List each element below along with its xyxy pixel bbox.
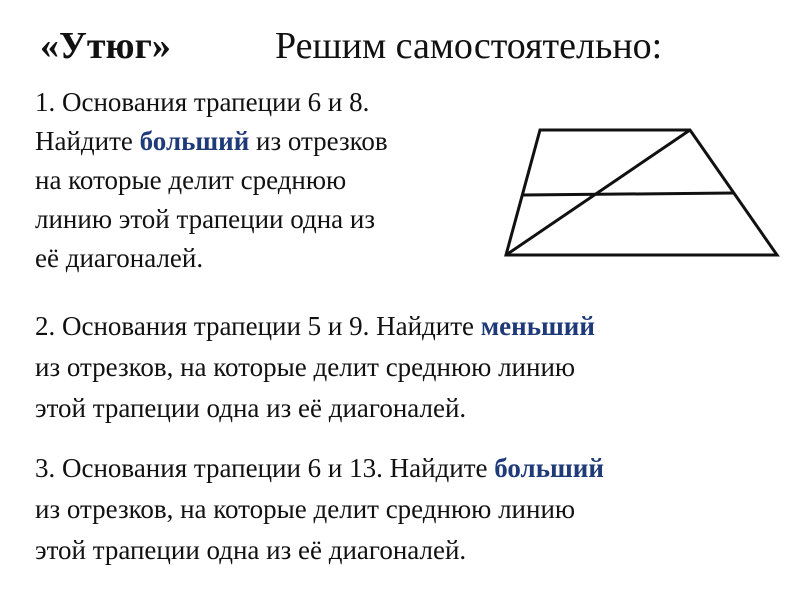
problem-line	[35, 448, 604, 489]
problem-3	[35, 448, 604, 571]
problem-text: 3. Основания трапеции 6 и 13. Найдите	[35, 453, 495, 483]
problem-1	[35, 83, 388, 278]
problem-line	[35, 83, 388, 122]
highlighted-word: меньший	[480, 311, 595, 341]
problem-line	[35, 388, 595, 429]
problem-line	[35, 239, 388, 278]
trapezoid-figure	[500, 122, 785, 262]
highlighted-word: больший	[139, 126, 250, 156]
midline	[523, 193, 734, 195]
problem-line	[35, 200, 388, 239]
problem-line	[35, 530, 604, 571]
highlighted-word: больший	[494, 453, 604, 483]
problem-text: из отрезков, на которые делит среднюю линию	[35, 494, 576, 524]
topic-title: «Утюг»	[40, 25, 171, 67]
problem-line	[35, 489, 604, 530]
problem-line	[35, 161, 388, 200]
problem-line	[35, 122, 388, 161]
problem-2	[35, 306, 595, 429]
problem-text: этой трапеции одна из её диагоналей.	[35, 393, 467, 423]
problem-text: 1. Основания трапеции 6 и 8.	[35, 87, 370, 117]
section-title: Решим самостоятельно:	[275, 25, 663, 67]
problem-text: её диагоналей.	[35, 243, 204, 273]
problem-text: Найдите	[35, 126, 140, 156]
problem-text: на которые делит среднюю	[35, 165, 347, 195]
problem-line	[35, 306, 595, 347]
problem-text: 2. Основания трапеции 5 и 9. Найдите	[35, 311, 481, 341]
problem-text: этой трапеции одна из её диагоналей.	[35, 535, 467, 565]
problem-text: из отрезков, на которые делит среднюю линию	[35, 352, 576, 382]
problem-text: из отрезков	[249, 126, 388, 156]
problem-text: линию этой трапеции одна из	[35, 204, 376, 234]
problem-line	[35, 347, 595, 388]
